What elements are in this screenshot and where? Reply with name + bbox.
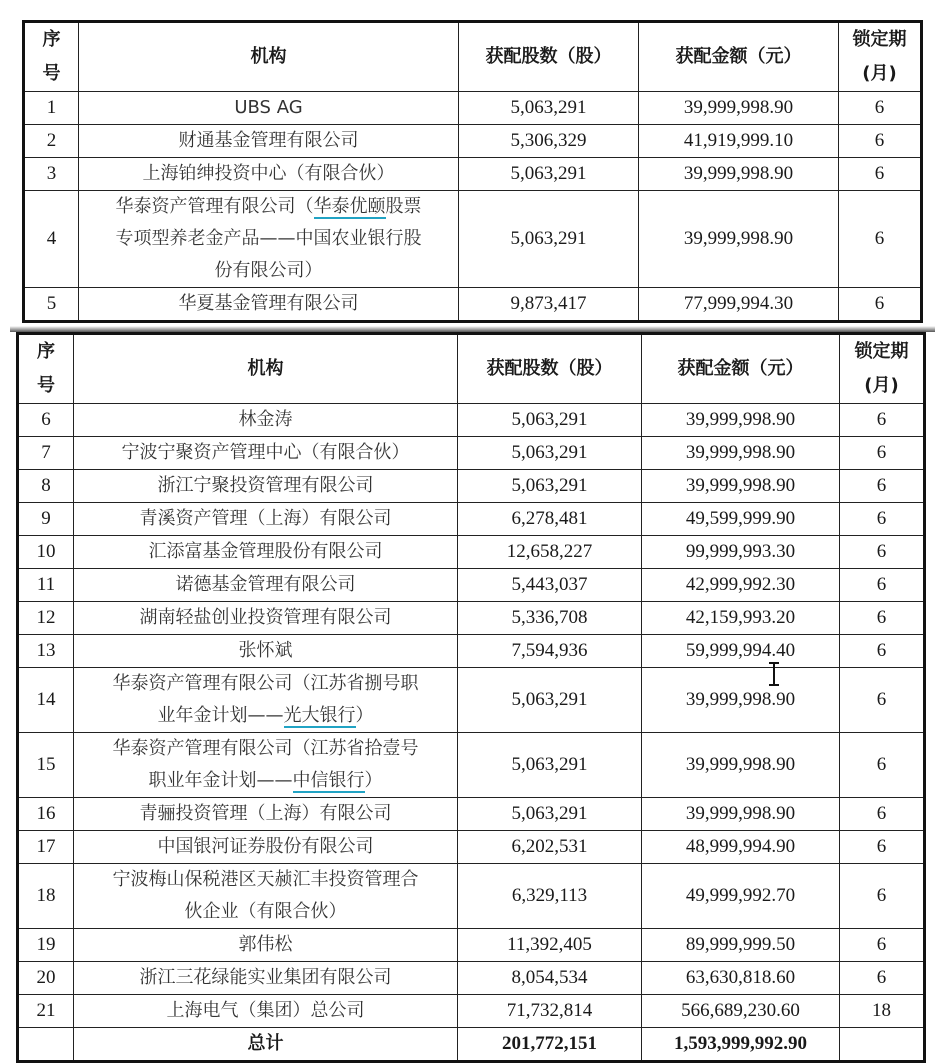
table-row: [24, 191, 922, 288]
header-lock-period: 锁定期 (月): [839, 22, 922, 92]
cell-seq: 15: [18, 733, 74, 798]
allocation-table-part-1: [22, 20, 923, 323]
cell-seq: 4: [24, 191, 79, 288]
table-row: [18, 536, 925, 569]
table-row: [18, 470, 925, 503]
cell-lock: 6: [840, 470, 925, 503]
cell-seq: 13: [18, 635, 74, 668]
cell-seq: 8: [18, 470, 74, 503]
cell-institution: 宁波梅山保税港区天赪汇丰投资管理合 伙企业（有限合伙）: [74, 864, 458, 929]
table-row: [18, 635, 925, 668]
cell-amount: 39,999,998.90: [642, 798, 840, 831]
cell-seq: 20: [18, 962, 74, 995]
cell-institution: 青溪资产管理（上海）有限公司: [74, 503, 458, 536]
cell-amount: 99,999,993.30: [642, 536, 840, 569]
cell-amount: 39,999,998.90: [642, 668, 840, 733]
cell-lock: 6: [840, 929, 925, 962]
cell-shares: 5,063,291: [458, 470, 642, 503]
cell-amount: 39,999,998.90: [642, 733, 840, 798]
cell-seq: 17: [18, 831, 74, 864]
header-institution: 机构: [74, 334, 458, 404]
header-amount: 获配金额（元）: [639, 22, 839, 92]
cell-seq: 6: [18, 404, 74, 437]
cell-amount: 77,999,994.30: [639, 288, 839, 322]
cell-amount: 39,999,998.90: [639, 158, 839, 191]
cell-institution: 汇添富基金管理股份有限公司: [74, 536, 458, 569]
cell-seq: 9: [18, 503, 74, 536]
cell-shares: 5,063,291: [459, 92, 639, 125]
cell-lock: 6: [839, 158, 922, 191]
cell-institution: 浙江宁聚投资管理有限公司: [74, 470, 458, 503]
cell-seq: 1: [24, 92, 79, 125]
total-shares: 201,772,151: [458, 1028, 642, 1062]
linked-term[interactable]: 光大银行: [283, 705, 356, 726]
cell-seq: 11: [18, 569, 74, 602]
cell-institution: UBS AG: [79, 92, 459, 125]
table-header-row: [24, 22, 922, 92]
cell-shares: 71,732,814: [458, 995, 642, 1028]
cell-institution: 湖南轻盐创业投资管理有限公司: [74, 602, 458, 635]
cell-lock: 6: [840, 733, 925, 798]
cell-shares: 5,063,291: [459, 191, 639, 288]
cell-amount: 566,689,230.60: [642, 995, 840, 1028]
table-row: [18, 404, 925, 437]
cell-institution: 华泰资产管理有限公司（江苏省拾壹号 职业年金计划——中信银行）: [74, 733, 458, 798]
cell-institution: 郭伟松: [74, 929, 458, 962]
cell-institution: 林金涛: [74, 404, 458, 437]
cell-lock: 6: [840, 635, 925, 668]
cell-institution: 华夏基金管理有限公司: [79, 288, 459, 322]
cell-amount: 63,630,818.60: [642, 962, 840, 995]
cell-amount: 89,999,999.50: [642, 929, 840, 962]
cell-shares: 12,658,227: [458, 536, 642, 569]
cell-amount: 49,599,999.90: [642, 503, 840, 536]
cell-institution: 上海铂绅投资中心（有限合伙）: [79, 158, 459, 191]
total-row: [18, 1028, 925, 1062]
cell-lock: 6: [839, 191, 922, 288]
text-cursor-icon: [769, 662, 779, 686]
cell-institution: 中国银河证券股份有限公司: [74, 831, 458, 864]
cell-lock: 18: [840, 995, 925, 1028]
cell-amount: 42,999,992.30: [642, 569, 840, 602]
table-row: [18, 602, 925, 635]
table-row: [18, 831, 925, 864]
total-amount: 1,593,999,992.90: [642, 1028, 840, 1062]
cell-seq: 2: [24, 125, 79, 158]
cell-seq: 18: [18, 864, 74, 929]
cell-lock: 6: [840, 668, 925, 733]
cell-institution: 华泰资产管理有限公司（华泰优颐股票 专项型养老金产品——中国农业银行股 份有限公司）: [79, 191, 459, 288]
cell-lock: 6: [840, 602, 925, 635]
header-institution: 机构: [79, 22, 459, 92]
cell-seq: 12: [18, 602, 74, 635]
cell-amount: 39,999,998.90: [642, 437, 840, 470]
cell-shares: 5,063,291: [458, 437, 642, 470]
table-row: [18, 668, 925, 733]
cell-institution: 浙江三花绿能实业集团有限公司: [74, 962, 458, 995]
cell-institution: 上海电气（集团）总公司: [74, 995, 458, 1028]
cell-amount: 59,999,994.40: [642, 635, 840, 668]
cell-institution: 财通基金管理有限公司: [79, 125, 459, 158]
cell-shares: 5,063,291: [458, 404, 642, 437]
cell-lock: 6: [840, 569, 925, 602]
cell-shares: 6,278,481: [458, 503, 642, 536]
cell-shares: 5,063,291: [458, 733, 642, 798]
cell-seq: 14: [18, 668, 74, 733]
cell-lock: 6: [840, 831, 925, 864]
table-row: [18, 798, 925, 831]
cell-seq: 10: [18, 536, 74, 569]
cell-lock: 6: [840, 404, 925, 437]
cell-lock: [840, 1028, 925, 1062]
table-row: [18, 733, 925, 798]
header-shares: 获配股数（股）: [459, 22, 639, 92]
table-row: [18, 569, 925, 602]
cell-institution: 青骊投资管理（上海）有限公司: [74, 798, 458, 831]
cell-amount: 39,999,998.90: [639, 191, 839, 288]
cell-lock: 6: [839, 92, 922, 125]
cell-seq: 5: [24, 288, 79, 322]
cell-lock: 6: [840, 864, 925, 929]
cell-amount: 49,999,992.70: [642, 864, 840, 929]
cell-amount: 39,999,998.90: [642, 404, 840, 437]
cell-amount: 39,999,998.90: [639, 92, 839, 125]
header-shares: 获配股数（股）: [458, 334, 642, 404]
cell-amount: 39,999,998.90: [642, 470, 840, 503]
cell-lock: 6: [840, 798, 925, 831]
table-row: [24, 158, 922, 191]
cell-shares: 5,336,708: [458, 602, 642, 635]
cell-lock: 6: [840, 962, 925, 995]
cell-amount: 41,919,999.10: [639, 125, 839, 158]
cell-lock: 6: [840, 503, 925, 536]
cell-lock: 6: [840, 437, 925, 470]
cell-shares: 7,594,936: [458, 635, 642, 668]
cell-seq: 7: [18, 437, 74, 470]
cell-shares: 5,443,037: [458, 569, 642, 602]
cell-lock: 6: [840, 536, 925, 569]
cell-shares: 8,054,534: [458, 962, 642, 995]
cell-shares: 6,329,113: [458, 864, 642, 929]
linked-term[interactable]: 华泰优颐: [313, 196, 386, 217]
table-row: [18, 864, 925, 929]
table-row: [18, 503, 925, 536]
table-row: [18, 437, 925, 470]
cell-seq: 19: [18, 929, 74, 962]
cell-shares: 11,392,405: [458, 929, 642, 962]
header-seq: 序 号: [24, 22, 79, 92]
linked-term[interactable]: 中信银行: [292, 770, 365, 791]
table-row: [24, 92, 922, 125]
cell-institution: 宁波宁聚资产管理中心（有限合伙）: [74, 437, 458, 470]
header-seq: 序 号: [18, 334, 74, 404]
allocation-table-part-2: [16, 332, 926, 1063]
cell-shares: 6,202,531: [458, 831, 642, 864]
cell-shares: 5,063,291: [459, 158, 639, 191]
table-row: [18, 929, 925, 962]
cell-amount: 42,159,993.20: [642, 602, 840, 635]
cell-seq: 3: [24, 158, 79, 191]
total-label: 总计: [74, 1028, 458, 1062]
cell-shares: 5,306,329: [459, 125, 639, 158]
cell-seq: 16: [18, 798, 74, 831]
header-amount: 获配金额（元）: [642, 334, 840, 404]
cell-seq: [18, 1028, 74, 1062]
cell-shares: 5,063,291: [458, 668, 642, 733]
table-row: [18, 995, 925, 1028]
cell-institution: 诺德基金管理有限公司: [74, 569, 458, 602]
cell-shares: 9,873,417: [459, 288, 639, 322]
header-lock-period: 锁定期 (月): [840, 334, 925, 404]
table-header-row: [18, 334, 925, 404]
cell-seq: 21: [18, 995, 74, 1028]
table-row: [24, 125, 922, 158]
cell-lock: 6: [839, 288, 922, 322]
table-row: [18, 962, 925, 995]
cell-institution: 张怀斌: [74, 635, 458, 668]
table-row: [24, 288, 922, 322]
cell-shares: 5,063,291: [458, 798, 642, 831]
cell-institution: 华泰资产管理有限公司（江苏省捌号职 业年金计划——光大银行）: [74, 668, 458, 733]
cell-amount: 48,999,994.90: [642, 831, 840, 864]
cell-lock: 6: [839, 125, 922, 158]
